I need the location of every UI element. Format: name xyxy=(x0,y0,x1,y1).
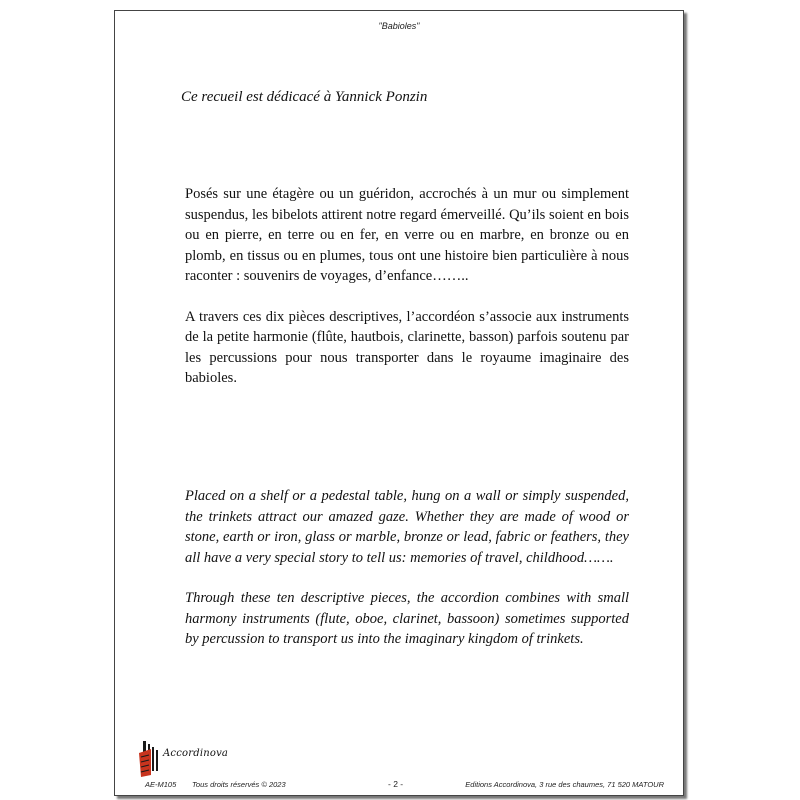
english-paragraph-1: Placed on a shelf or a pedestal table, hung on a wall or simply suspended, the trinkets attract our amazed gaze. Whether they are made of wood or stone, earth or iron, glass or marble, bronze or lead, fabric or feathers, they all have a very special story to tell us: memories of travel, childhood……. xyxy=(185,488,629,566)
logo-wordmark: Accordinova xyxy=(163,748,229,759)
french-paragraph-1: Posés sur une étagère ou un guéridon, accrochés à un mur ou simplement suspendus, les bibelots attirent notre regard émerveillé. Qu’ils soient en bois ou en pierre, en terre ou en fer, en verre ou en marbre, en bronze ou en plomb, en tissus ou en plumes, tous ont une histoire bien particulière à nous raconter : souvenirs de voyages, d’enfance…….. xyxy=(185,186,629,284)
running-header-title: "Babioles" xyxy=(378,21,420,31)
page-footer xyxy=(115,735,683,795)
dedication: Ce recueil est dédicacé à Yannick Ponzin xyxy=(181,89,428,105)
page-number: - 2 - xyxy=(388,779,404,789)
french-paragraph-2: A travers ces dix pièces descriptives, l’accordéon s’associe aux instruments de la petite harmonie (flûte, hautbois, clarinette, basson) parfois soutenu par les percussions pour nous transporter dans le royaume imaginaire des babioles. xyxy=(185,308,629,386)
copyright-notice: Tous droits réservés © 2023 xyxy=(192,780,286,789)
english-text xyxy=(185,486,629,670)
accordion-logo-icon xyxy=(137,739,169,779)
document-page xyxy=(114,10,684,796)
accordinova-logo xyxy=(137,739,229,779)
english-paragraph-2: Through these ten descriptive pieces, the accordion combines with small harmony instruments (flute, oboe, clarinet, bassoon) sometimes supported by percussion to transport us into the imaginary kingdom of trinkets. xyxy=(185,590,629,647)
french-text xyxy=(185,184,629,409)
publisher-address: Editions Accordinova, 3 rue des chaumes, 71 520 MATOUR xyxy=(465,780,664,789)
catalog-code: AE-M105 xyxy=(145,780,177,789)
